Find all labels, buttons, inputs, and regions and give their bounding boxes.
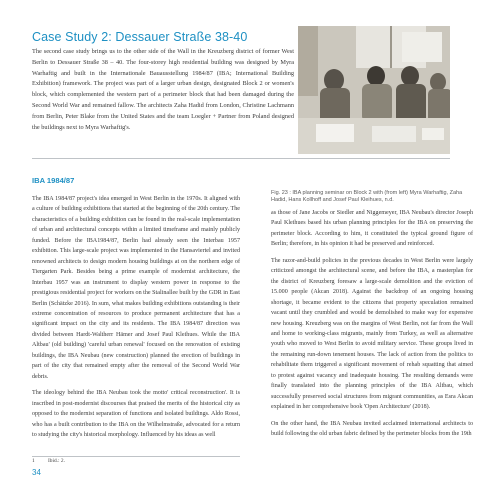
intro-paragraph: The second case study brings us to the other side of the Wall in the Kreuzberg district of former West Berlin to Dessauer Straße 38 – 40. The four-storey high residential building was designed by Myra Warhaftig and built in the Internationale Bauausstellung 1984/87 (IBA; International Building Exhibition) framework. The project was part of a larger urban design, designated Block 2 or women's block, which complemented the western part of a perimeter block that had been damaged during the Second World War and remained fallow. The architects Zaha Hadid from London, Christine Lachmann from Berlin, Peter Blake from the United States and the team Loegler + Partner from Poland designed the buildings next to Myra Warhaftig's. [32, 48, 294, 131]
body-paragraph: The razor-and-build policies in the previous decades in West Berlin were largely criticized amongst the architectural scene, and before the IBA, a masterplan for the district of Kreuzberg foresaw a large-scale demolition and the eviction of 15.000 people (Akcan 2018). Against the backdrop of an ongoing housing shortage, it became evident to the citizens that property speculation remained vacant until they crumbled and would be demolished to make way for expensive new housing. Kreuzberg was on the margins of West Berlin, not far from the Wall and home to working-class migrants, mainly from Turkey, as well as alternative youth who moved to West Berlin to avoid military service. These groups lived in the remaining run-down tenement houses. The lack of action from the politics to rehabilitate them triggered a significant movement of rehab squatting that aimed to protest against vacancy and inadequate housing. The resulting demands were finally translated into the planning principles of the IBA Altbau, which successfully preserved social structures from migrant communities, as Esra Akcan explained in her comprehensive book 'Open Architecture' (2018). [271, 257, 473, 411]
footnote [32, 458, 65, 464]
section-heading: IBA 1984/87 [32, 176, 75, 185]
figure-caption: Fig. 23 : IBA planning seminar on Block 2 with (from left) Myra Warhaftig, Zaha Hadid, Hans Kollhoff and Josef Paul Kleihues, n.d. [271, 190, 463, 203]
archival-photo [298, 26, 450, 154]
body-paragraph: The IBA 1984/87 project's idea emerged in West Berlin in the 1970s. It aligned with a culture of building exhibitions that started at the beginning of the 20th century. The characteristics of a building exhibition can be found in the real-scale implementation of urban and architectural concepts within a limited timeframe and mainly publicly funded. Before the IBA1984/87, Berlin had already seen the Interbau 1957 exhibition. This large-scale project was implemented in the Hansaviertel and invited renowned architects to design modern housing buildings at on the northern edge of Tiergarten Park. Besides being a prime example of modernist architecture, the Interbau 1957 was an instrument to display western power in response to the prestigious residential project for workers on the Stalinallee built by the GDR in East Berlin (Schätzke 2016). In sum, what makes building exhibitions outstanding is their extreme concentration of resources to produce permanent architecture that has a significant impact on the city and its residents. The IBA 1984/87 direction was divided between Hardt-Waltherr Hämer and Josef Paul Kleihues. While the IBA Altbau' (old building) 'careful urban renewal' focused on the renovation of existing buildings, the IBA Neubau (new construction) planned the erection of buildings in part of the city that remained empty after the removal of the Second World War debris. [32, 196, 240, 380]
right-column [271, 208, 473, 440]
page-number: 34 [32, 468, 41, 477]
body-paragraph: as those of Jane Jacobs or Siedler and Niggemeyer, IBA Neubau's director Joseph Paul Kleihues based his urban planning principles for the IBA on preserving the perimeter block. According to him, it constituted the typical ground figure of Berlin; therefore, in his opinion it had be preserved and reinforced. [271, 210, 473, 248]
left-column [32, 194, 240, 440]
section-divider [32, 158, 450, 159]
page-title: Case Study 2: Dessauer Straße 38-40 [32, 30, 248, 44]
footnote-number: 1 [32, 458, 35, 464]
body-paragraph: On the other hand, the IBA Neubau invited acclaimed international architects to build following the old urban fabric defined by the perimeter blocks from the 19th [271, 420, 473, 438]
photo-illustration [298, 26, 450, 154]
body-paragraph: The ideology behind the IBA Neubau took the motto' critical reconstruction'. It is inscribed in post-modernist discourses that praised the merits of the historical city as opposed to the modernist separation of functions and isolated buildings. Aldo Rossi, who has a built contribution to the IBA on the Wilhelmstraße, advocated for a return to studying the city's historical morphology. Influenced by his ideas as well [32, 390, 240, 438]
footnote-text: Ibid.: 2. [48, 458, 65, 464]
footnote-divider [32, 456, 240, 457]
